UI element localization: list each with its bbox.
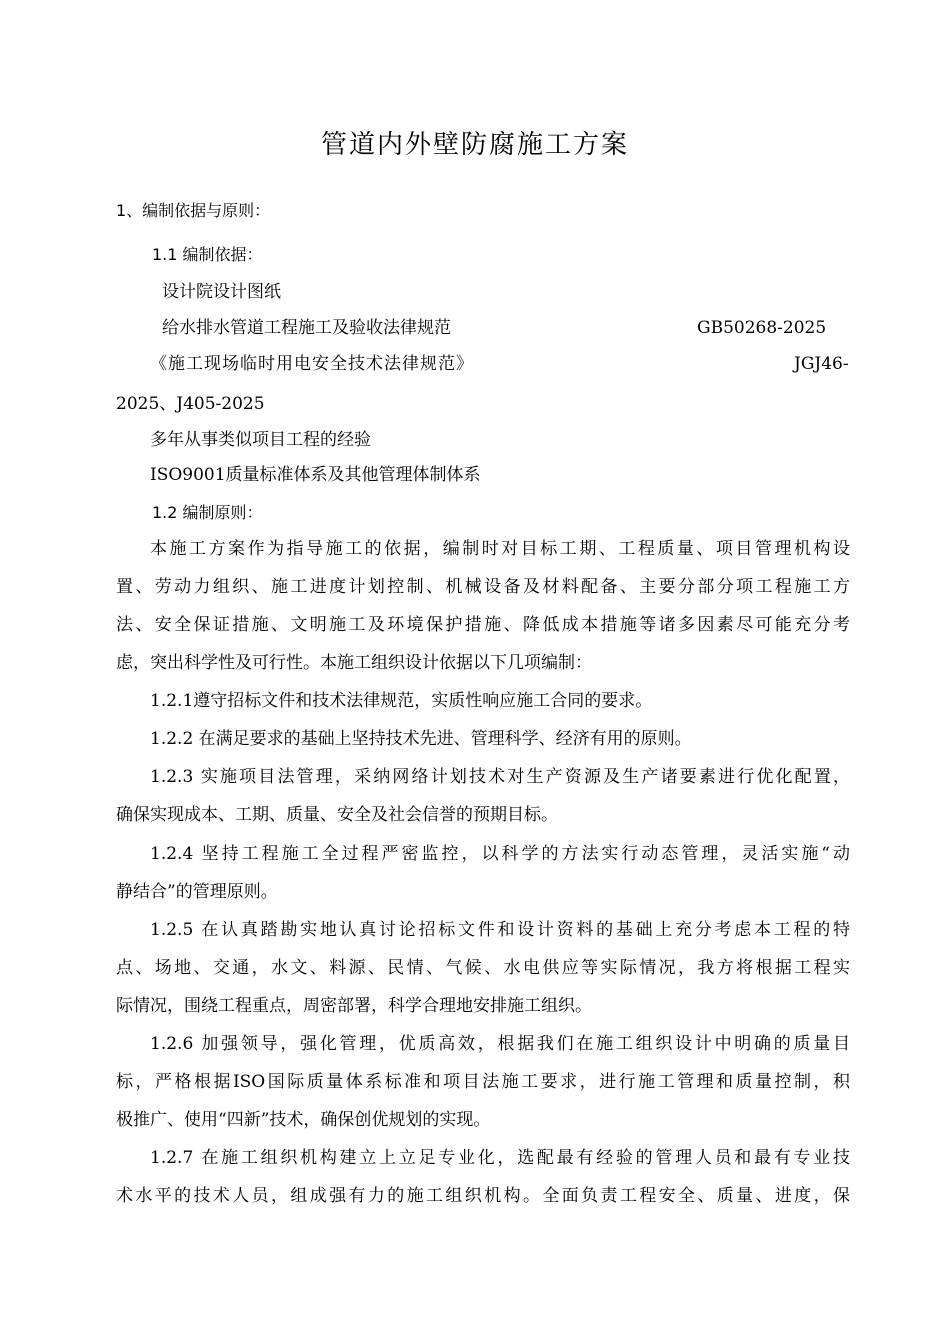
paragraph-line: 极推广、使用“四新”技术，确保创优规划的实现。 bbox=[116, 1110, 491, 1130]
reference-item: ISO9001质量标准体系及其他管理体制体系 bbox=[150, 465, 481, 485]
paragraph-line: 法、安全保证措施、文明施工及环境保护措施、降低成本措施等诸多因素尽可能充分考 bbox=[116, 615, 850, 635]
section-heading: 1、编制依据与原则： bbox=[116, 201, 271, 220]
paragraph-line: 术水平的技术人员，组成强有力的施工组织机构。全面负责工程安全、质量、进度，保 bbox=[116, 1186, 850, 1206]
reference-item: 《施工现场临时用电安全技术法律规范》 bbox=[150, 354, 474, 374]
paragraph-line: 本施工方案作为指导施工的依据，编制时对目标工期、工程质量、项目管理机构设 bbox=[150, 539, 850, 559]
paragraph-line: 1.2.7 在施工组织机构建立上立足专业化，选配最有经验的管理人员和最有专业技 bbox=[150, 1148, 850, 1168]
paragraph-line: 际情况，围绕工程重点，周密部署，科学合理地安排施工组织。 bbox=[116, 996, 592, 1016]
paragraph-line: 点、场地、交通，水文、料源、民情、气候、水电供应等实际情况，我方将根据工程实 bbox=[116, 958, 850, 978]
reference-code: GB50268-2025 bbox=[697, 318, 827, 338]
paragraph-line: 1.2.5 在认真踏勘实地认真讨论招标文件和设计资料的基础上充分考虑本工程的特 bbox=[150, 920, 850, 940]
subsection-heading: 1.1 编制依据： bbox=[152, 245, 263, 264]
paragraph-line: 1.2.1遵守招标文件和技术法律规范，实质性响应施工合同的要求。 bbox=[150, 691, 653, 711]
paragraph-line: 标，严格根据ISO国际质量体系标准和项目法施工要求，进行施工管理和质量控制，积 bbox=[116, 1072, 850, 1092]
reference-item: 多年从事类似项目工程的经验 bbox=[150, 430, 371, 450]
paragraph-line: 1.2.3 实施项目法管理，采纳网络计划技术对生产资源及生产诸要素进行优化配置， bbox=[150, 767, 850, 787]
reference-item: 给水排水管道工程施工及验收法律规范 bbox=[162, 318, 451, 338]
paragraph-line: 静结合”的管理原则。 bbox=[116, 882, 278, 902]
reference-item: 设计院设计图纸 bbox=[162, 282, 281, 302]
paragraph-line: 1.2.2 在满足要求的基础上坚持技术先进、管理科学、经济有用的原则。 bbox=[150, 729, 692, 749]
document-title: 管道内外壁防腐施工方案 bbox=[320, 130, 629, 160]
paragraph-line: 1.2.4 坚持工程施工全过程严密监控，以科学的方法实行动态管理，灵活实施“动 bbox=[150, 844, 850, 864]
paragraph-line: 1.2.6 加强领导，强化管理，优质高效，根据我们在施工组织设计中明确的质量目 bbox=[150, 1034, 850, 1054]
subsection-heading: 1.2 编制原则： bbox=[152, 503, 263, 522]
reference-item-continued: 2025、J405-2025 bbox=[116, 394, 265, 414]
reference-code: JGJ46- bbox=[794, 354, 849, 374]
paragraph-line: 确保实现成本、工期、质量、安全及社会信誉的预期目标。 bbox=[116, 805, 558, 825]
paragraph-line: 置、劳动力组织、施工进度计划控制、机械设备及材料配备、主要分部分项工程施工方 bbox=[116, 577, 850, 597]
paragraph-line: 虑，突出科学性及可行性。本施工组织设计依据以下几项编制： bbox=[116, 653, 592, 673]
